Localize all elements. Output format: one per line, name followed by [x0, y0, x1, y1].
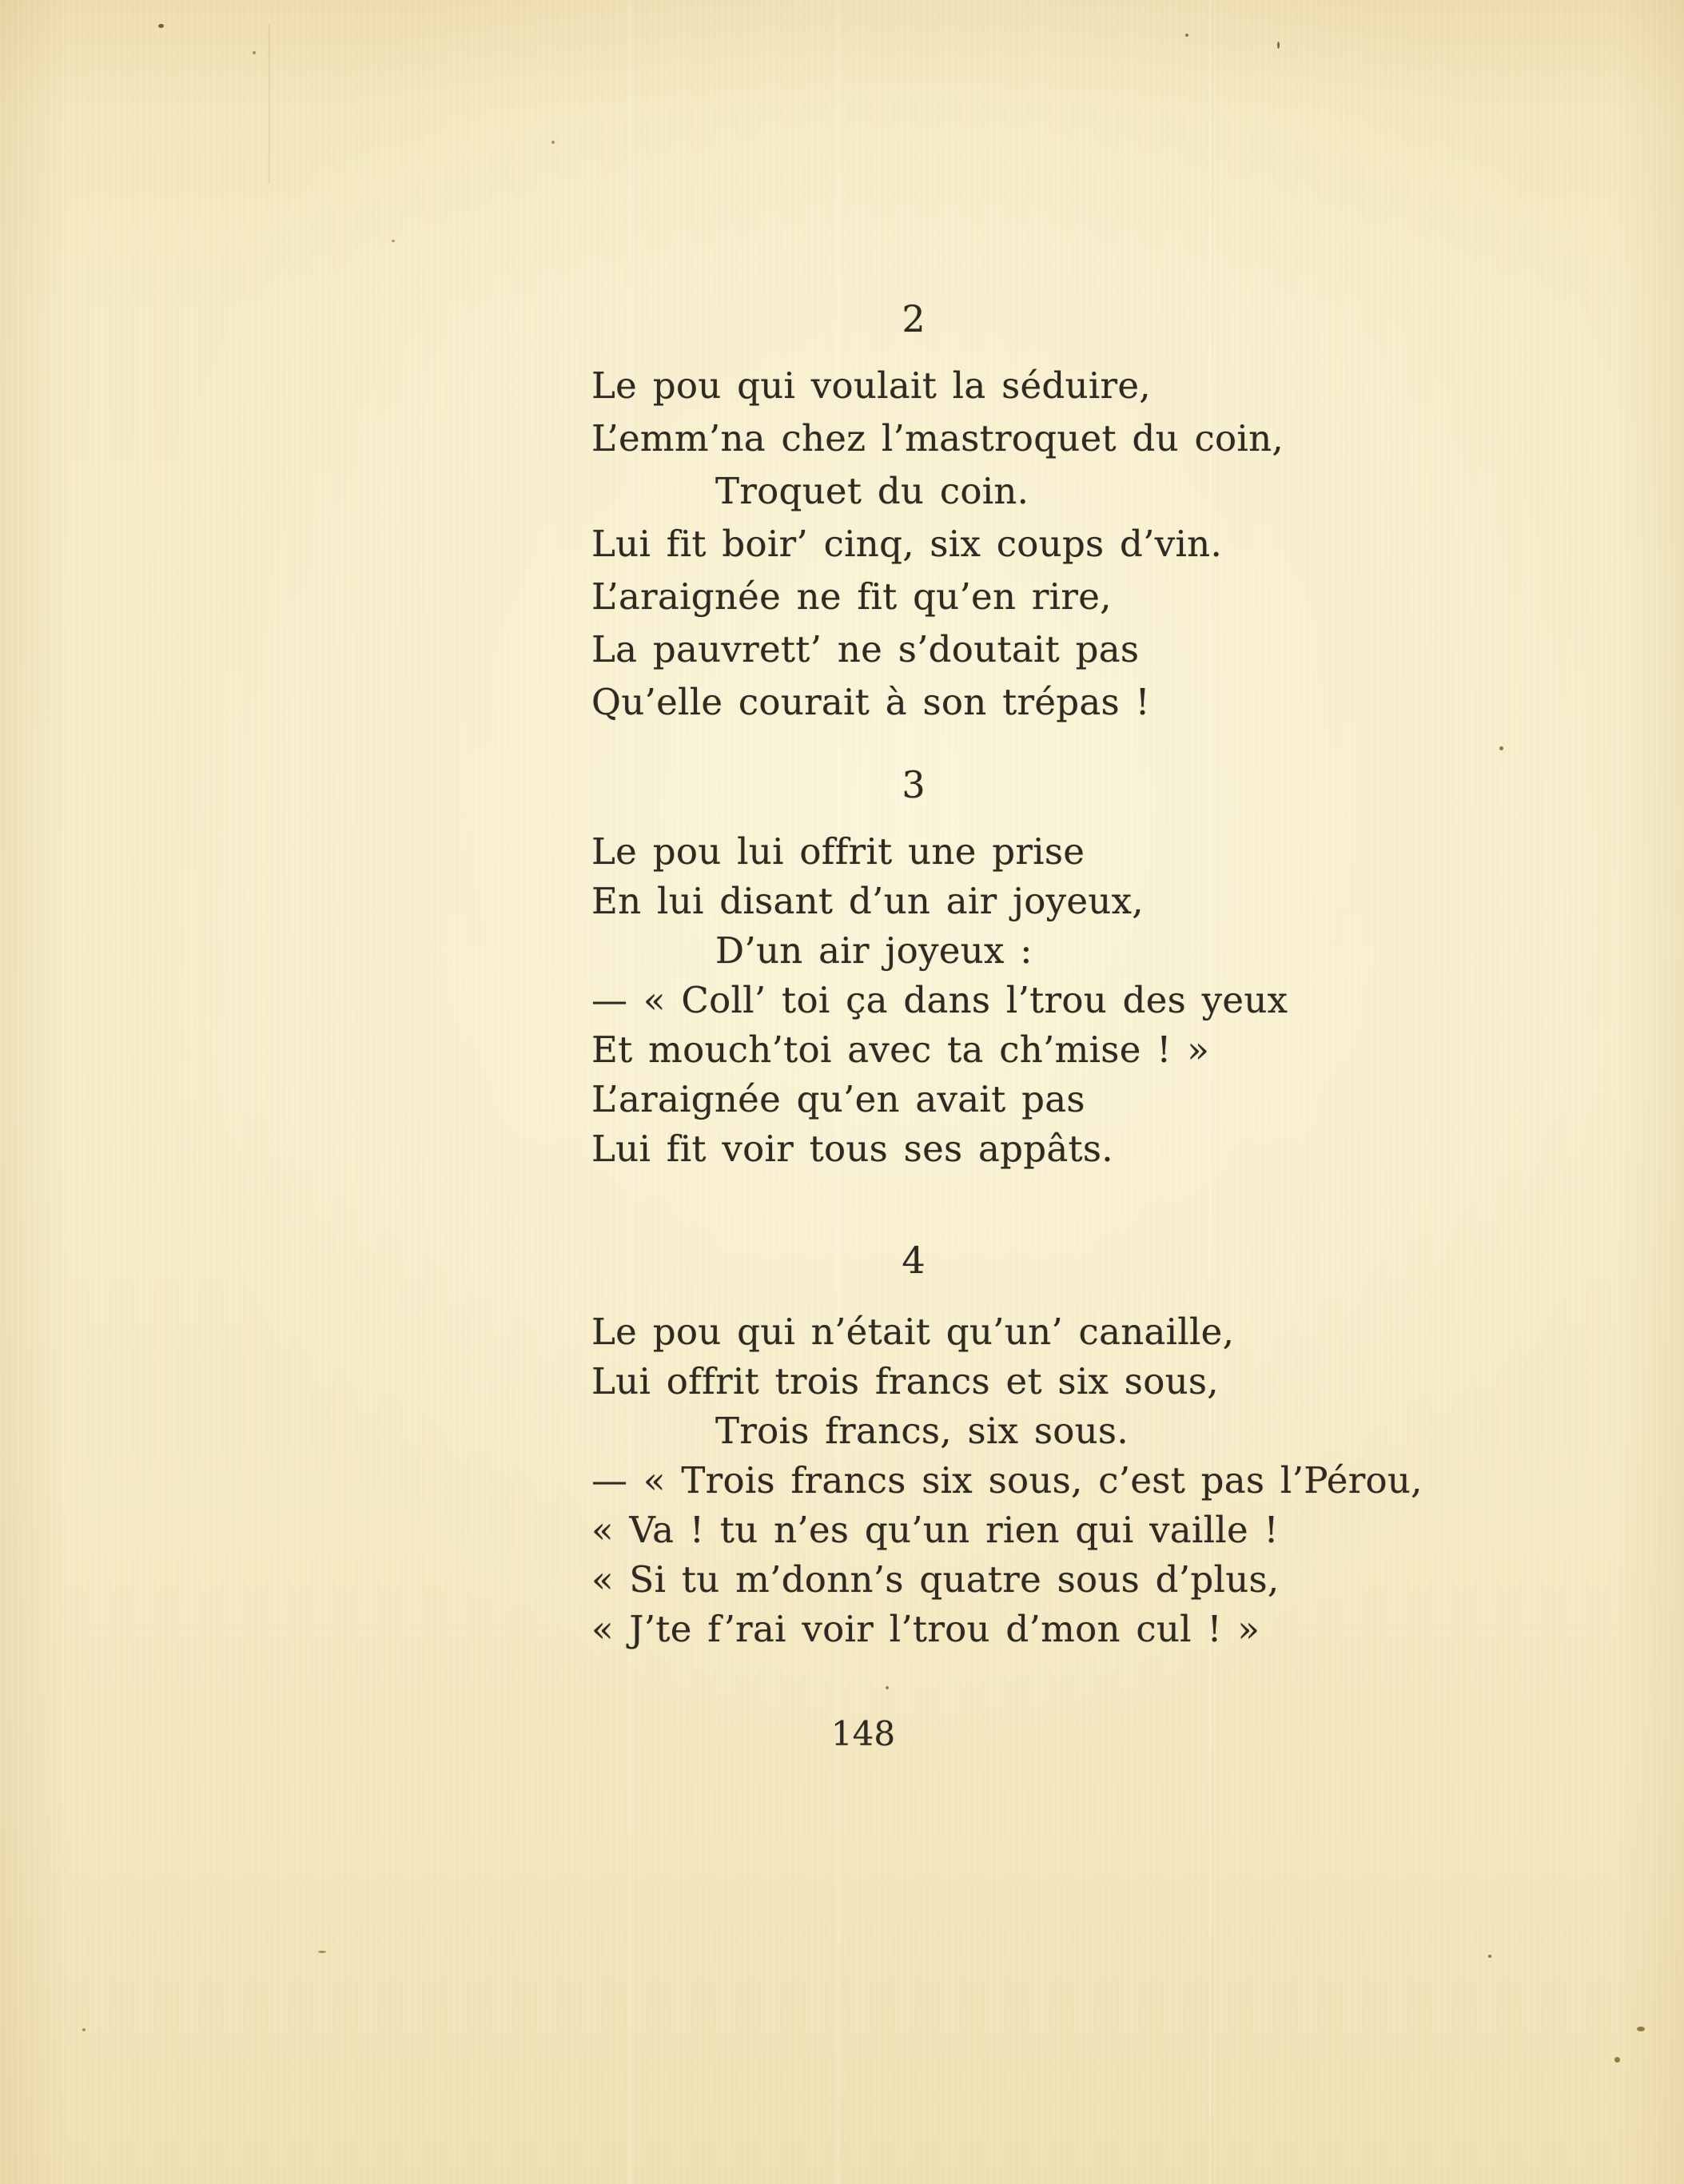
- poem-line: La pauvrett’ ne s’doutait pas: [591, 628, 1140, 670]
- foxing-speck: [1637, 2027, 1645, 2031]
- stanza-number: 2: [902, 297, 926, 340]
- poem-line: Qu’elle courait à son trépas !: [591, 681, 1150, 723]
- poem-line: Lui offrit trois francs et six sous,: [591, 1360, 1219, 1402]
- foxing-speck: [82, 2028, 86, 2031]
- poem-line: Le pou qui n’était qu’un’ canaille,: [591, 1311, 1235, 1353]
- poem-line: — « Coll’ toi ça dans l’trou des yeux: [591, 979, 1288, 1021]
- poem-line: « Si tu m’donn’s quatre sous d’plus,: [591, 1558, 1280, 1601]
- foxing-speck: [886, 1686, 889, 1689]
- poem-line: Le pou lui offrit une prise: [591, 830, 1085, 873]
- page-number: 148: [830, 1714, 896, 1753]
- poem-line: En lui disant d’un air joyeux,: [591, 880, 1144, 922]
- foxing-speck: [551, 141, 555, 144]
- poem-line: Lui fit boir’ cinq, six coups d’vin.: [591, 523, 1223, 565]
- foxing-speck: [1488, 1955, 1491, 1958]
- stanza: [591, 360, 1363, 729]
- stanza-number: 3: [902, 763, 926, 806]
- poem-line: — « Trois francs six sous, c’est pas l’Pérou,: [591, 1459, 1423, 1502]
- foxing-speck: [392, 240, 395, 242]
- poem-line: Lui fit voir tous ses appâts.: [591, 1128, 1113, 1170]
- poem-line: Trois francs, six sous.: [715, 1410, 1129, 1452]
- foxing-speck: [1185, 34, 1188, 37]
- foxing-speck: [1499, 746, 1503, 750]
- foxing-speck: [1277, 42, 1280, 49]
- foxing-speck: [318, 1951, 326, 1953]
- stanza-number: 4: [902, 1239, 926, 1282]
- poem-line: « J’te f’rai voir l’trou d’mon cul ! »: [591, 1608, 1260, 1650]
- stanza: [591, 827, 1363, 1174]
- stanza: [591, 1307, 1423, 1654]
- poem-line: L’araignée qu’en avait pas: [591, 1078, 1085, 1120]
- foxing-speck: [253, 51, 256, 54]
- foxing-speck: [158, 24, 164, 28]
- paper-scratch: [269, 24, 270, 184]
- poem-line: L’araignée ne fit qu’en rire,: [591, 575, 1112, 618]
- poem-line: Troquet du coin.: [715, 470, 1029, 512]
- poem-line: « Va ! tu n’es qu’un rien qui vaille !: [591, 1509, 1279, 1551]
- foxing-speck: [1614, 2057, 1620, 2063]
- poem-line: Le pou qui voulait la séduire,: [591, 364, 1151, 407]
- poem-line: D’un air joyeux :: [715, 929, 1033, 972]
- poem-line: Et mouch’toi avec ta ch’mise ! »: [591, 1028, 1210, 1071]
- poem-line: L’emm’na chez l’mastroquet du coin,: [591, 417, 1284, 459]
